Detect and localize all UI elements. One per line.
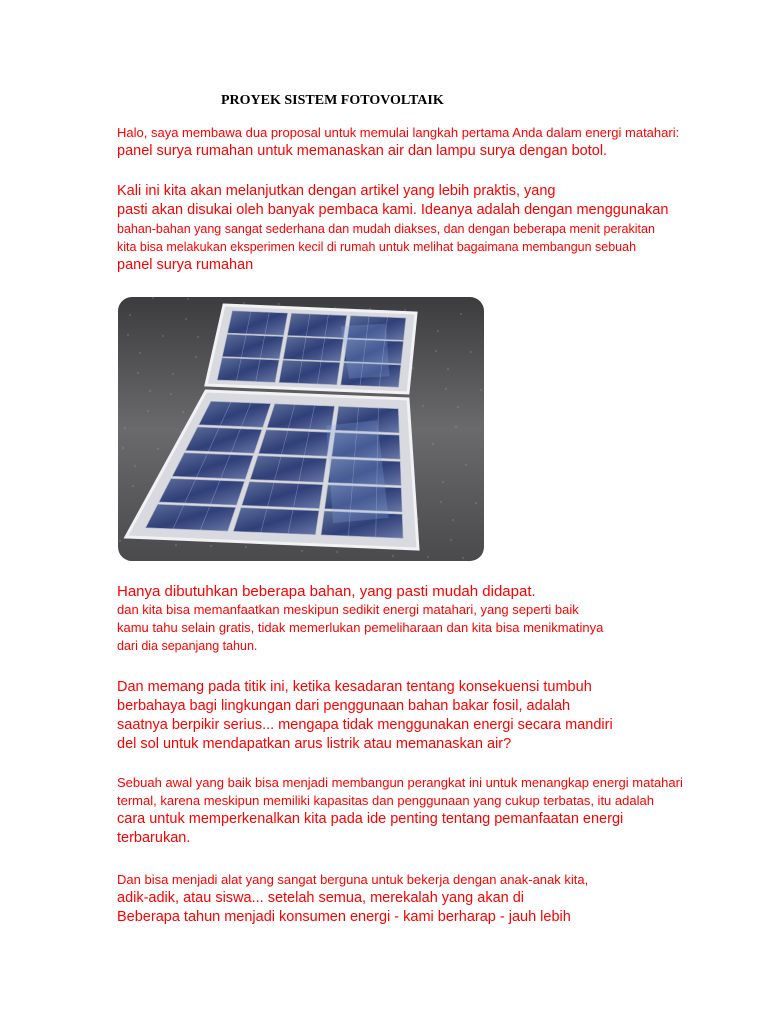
solar-panel xyxy=(206,305,416,393)
paragraph-line: panel surya rumahan untuk memanaskan air dan lampu surya dengan botol. xyxy=(117,143,608,159)
paragraph-line: terbarukan. xyxy=(117,830,191,846)
paragraph-line: cara untuk memperkenalkan kita pada ide penting tentang pemanfaatan energi xyxy=(117,811,624,827)
paragraph-line: Kali ini kita akan melanjutkan dengan artikel yang lebih praktis, yang xyxy=(117,183,556,199)
paragraph-device xyxy=(117,774,683,848)
solar-panel-photo xyxy=(118,297,484,561)
paragraph-line: Dan memang pada titik ini, ketika kesadaran tentang konsekuensi tumbuh xyxy=(117,679,592,695)
paragraph-line: adik-adik, atau siswa... setelah semua, merekalah yang akan di xyxy=(117,890,525,906)
paragraph-line: bahan-bahan yang sangat sederhana dan mudah diakses, dan dengan beberapa menit perakitan xyxy=(117,222,655,236)
paragraph-line: berbahaya bagi lingkungan dari penggunaan bahan bakar fosil, adalah xyxy=(117,698,571,714)
paragraph-line: termal, karena meskipun memiliki kapasitas dan penggunaan yang cukup terbatas, itu adalah xyxy=(117,793,654,808)
paragraph-line: dari dia sepanjang tahun. xyxy=(117,639,258,653)
paragraph-line: kita bisa melakukan eksperimen kecil di rumah untuk melihat bagaimana membangun sebuah xyxy=(117,240,637,254)
paragraph-line: dan kita bisa memanfaatkan meskipun sedikit energi matahari, yang seperti baik xyxy=(117,602,579,617)
paragraph-line: Dan bisa menjadi alat yang sangat berguna untuk bekerja dengan anak-anak kita, xyxy=(117,872,589,887)
paragraph-intro xyxy=(117,124,679,161)
paragraph-line: Sebuah awal yang baik bisa menjadi membangun perangkat ini untuk menangkap energi matahari xyxy=(117,775,683,790)
paragraph-awareness xyxy=(117,678,613,754)
paragraph-line: pasti akan disukai oleh banyak pembaca kami. Ideanya adalah dengan menggunakan xyxy=(117,202,669,218)
paragraph-line: saatnya berpikir serius... mengapa tidak menggunakan energi secara mandiri xyxy=(117,717,613,733)
paragraph-line: Beberapa tahun menjadi konsumen energi - kami berharap - jauh lebih xyxy=(117,909,571,925)
page-title: PROYEK SISTEM FOTOVOLTAIK xyxy=(221,93,444,108)
paragraph-line: panel surya rumahan xyxy=(117,257,254,273)
paragraph-article xyxy=(117,182,668,275)
paragraph-line: Halo, saya membawa dua proposal untuk memulai langkah pertama Anda dalam energi matahari: xyxy=(117,125,680,140)
paragraph-children xyxy=(117,871,588,927)
paragraph-materials xyxy=(117,582,603,655)
paragraph-line: kamu tahu selain gratis, tidak memerlukan pemeliharaan dan kita bisa menikmatinya xyxy=(117,620,604,635)
paragraph-line: del sol untuk mendapatkan arus listrik atau memanaskan air? xyxy=(117,736,512,752)
paragraph-line: Hanya dibutuhkan beberapa bahan, yang pasti mudah didapat. xyxy=(117,583,536,600)
